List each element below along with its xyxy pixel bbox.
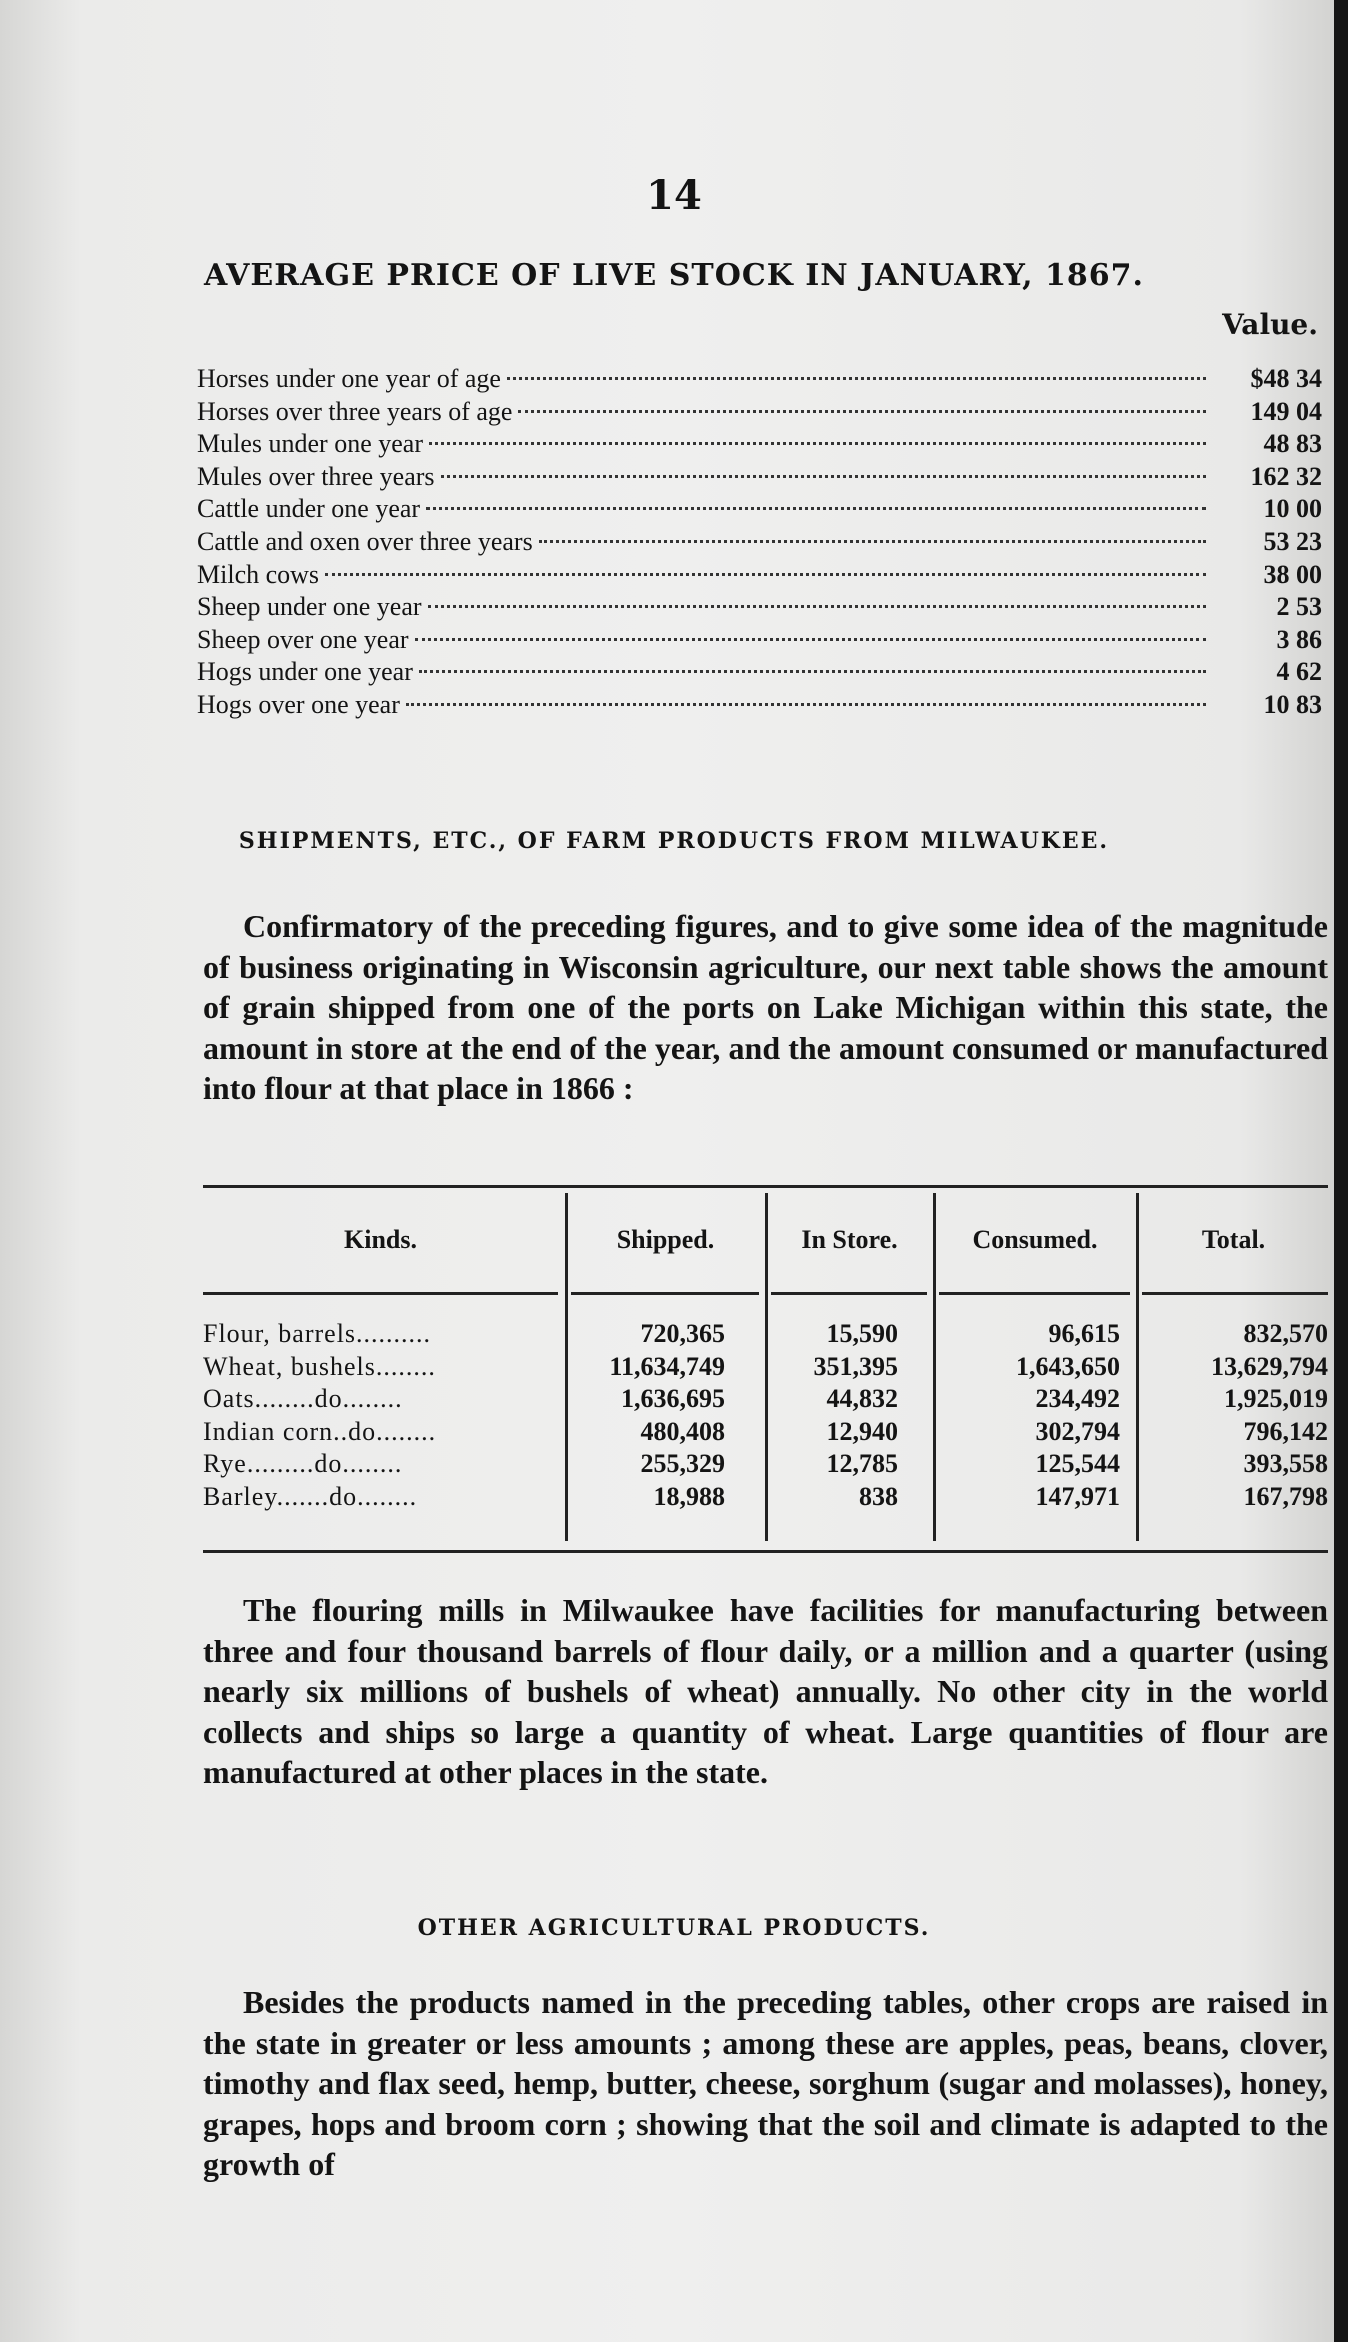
cell-in-store: 12,940: [826, 1416, 898, 1446]
livestock-label: Cattle and oxen over three years: [197, 526, 533, 556]
livestock-row: [197, 364, 1322, 397]
column-header-in-store: In Store.: [801, 1225, 898, 1254]
cell-shipped: 720,365: [640, 1319, 725, 1348]
table-row: [203, 1417, 1328, 1448]
other-products-title: OTHER AGRICULTURAL PRODUCTS.: [417, 1915, 931, 1941]
livestock-value: 10 00: [1263, 494, 1322, 524]
livestock-row: [197, 690, 1322, 723]
dot-leader: [426, 507, 1206, 510]
column-header-consumed: Consumed.: [972, 1225, 1098, 1254]
cell-shipped: 1,636,695: [621, 1384, 725, 1413]
livestock-label: Cattle under one year: [197, 494, 421, 524]
livestock-row: [197, 560, 1322, 593]
cell-kind: Wheat, bushels........: [203, 1351, 436, 1381]
cell-kind: Rye.........do........: [203, 1449, 403, 1478]
livestock-row: [197, 625, 1322, 658]
cell-total: 832,570: [1243, 1319, 1328, 1348]
header-underline: [939, 1292, 1130, 1295]
cell-consumed: 1,643,650: [1016, 1351, 1120, 1381]
table-row: [203, 1352, 1328, 1383]
cell-total: 1,925,019: [1224, 1384, 1328, 1413]
livestock-value: 149 04: [1250, 396, 1322, 426]
livestock-row: [197, 657, 1322, 690]
column-header-shipped: Shipped.: [616, 1225, 715, 1254]
table-row: [203, 1319, 1328, 1350]
livestock-label: Milch cows: [197, 559, 320, 589]
dot-leader: [325, 573, 1206, 576]
livestock-value: 38 00: [1263, 559, 1322, 589]
livestock-label: Horses under one year of age: [197, 364, 501, 393]
value-column-header: Value.: [1222, 308, 1318, 341]
cell-in-store: 351,395: [813, 1351, 898, 1381]
table-row: [203, 1482, 1328, 1513]
livestock-value: 48 83: [1263, 429, 1322, 459]
livestock-label: Sheep under one year: [197, 592, 422, 622]
livestock-value: $48 34: [1250, 364, 1322, 393]
livestock-row: [197, 397, 1322, 430]
cell-total: 796,142: [1243, 1416, 1328, 1446]
cell-total: 167,798: [1243, 1481, 1328, 1511]
cell-total: 393,558: [1243, 1449, 1328, 1478]
cell-shipped: 480,408: [640, 1416, 725, 1446]
cell-shipped: 11,634,749: [609, 1351, 725, 1381]
table-top-rule: [203, 1185, 1328, 1188]
cell-consumed: 125,544: [1035, 1449, 1120, 1478]
cell-shipped: 255,329: [640, 1449, 725, 1478]
header-underline: [571, 1292, 759, 1295]
dot-leader: [419, 670, 1206, 673]
livestock-label: Mules over three years: [197, 461, 435, 491]
dot-leader: [406, 703, 1206, 706]
livestock-row: [197, 429, 1322, 462]
page-edge-shadow: [1334, 0, 1348, 2342]
flour-mills-paragraph: The flouring mills in Milwaukee have facilities for manufacturing between three and four thousand barrels of flour daily, or a million and a quarter (using nearly six millions of bushels of wheat) annually. No other city in the world collects and ships so large a quantity of wheat. Large quantities of flour are manufactured at other places in the state.: [203, 1592, 1328, 1790]
livestock-value: 53 23: [1263, 526, 1322, 556]
livestock-label: Mules under one year: [197, 429, 423, 459]
dot-leader: [415, 638, 1206, 641]
livestock-value: 2 53: [1276, 592, 1322, 622]
dot-leader: [507, 377, 1206, 380]
page-number: 14: [646, 172, 702, 219]
livestock-row: [197, 462, 1322, 495]
livestock-label: Horses over three years of age: [197, 396, 513, 426]
cell-in-store: 15,590: [826, 1319, 898, 1348]
table-row: [203, 1384, 1328, 1415]
livestock-value: 162 32: [1250, 461, 1322, 491]
header-underline: [771, 1292, 927, 1295]
livestock-title: AVERAGE PRICE OF LIVE STOCK IN JANUARY, 1867.: [204, 258, 1144, 293]
cell-consumed: 96,615: [1048, 1319, 1120, 1348]
cell-shipped: 18,988: [653, 1481, 725, 1511]
shipments-intro-paragraph: Confirmatory of the preceding figures, and to give some idea of the magnitude of business originating in Wisconsin agriculture, our next table shows the amount of grain shipped from one of the ports on Lake Michigan within this state, the amount in store at the end of the year, and the amount consumed or manufactured into flour at that place in 1866 :: [203, 908, 1328, 1106]
header-underline: [203, 1292, 558, 1295]
dot-leader: [518, 410, 1206, 413]
livestock-value: 10 83: [1263, 689, 1322, 719]
cell-in-store: 12,785: [826, 1449, 898, 1478]
dot-leader: [428, 605, 1206, 608]
cell-total: 13,629,794: [1211, 1351, 1328, 1381]
livestock-label: Sheep over one year: [197, 624, 409, 654]
table-bottom-rule: [203, 1550, 1328, 1553]
dot-leader: [441, 475, 1206, 478]
column-header-total: Total.: [1201, 1225, 1266, 1254]
livestock-label: Hogs over one year: [197, 689, 400, 719]
livestock-row: [197, 494, 1322, 527]
dot-leader: [539, 540, 1206, 543]
dot-leader: [429, 442, 1206, 445]
cell-kind: Flour, barrels..........: [203, 1319, 432, 1348]
cell-consumed: 147,971: [1035, 1481, 1120, 1511]
table-row: [203, 1449, 1328, 1480]
livestock-value: 4 62: [1276, 657, 1322, 687]
header-underline: [1142, 1292, 1328, 1295]
cell-kind: Barley.......do........: [203, 1481, 418, 1511]
cell-consumed: 302,794: [1035, 1416, 1120, 1446]
cell-in-store: 44,832: [826, 1384, 898, 1413]
cell-kind: Oats........do........: [203, 1384, 403, 1413]
column-header-kinds: Kinds.: [344, 1225, 417, 1254]
shipments-title: SHIPMENTS, ETC., OF FARM PRODUCTS FROM MILWAUKEE.: [238, 828, 1110, 854]
livestock-label: Hogs under one year: [197, 657, 413, 687]
shipments-table: [203, 1185, 1328, 1553]
livestock-row: [197, 592, 1322, 625]
livestock-price-list: [197, 364, 1322, 723]
livestock-value: 3 86: [1276, 624, 1322, 654]
cell-in-store: 838: [859, 1481, 898, 1511]
other-products-paragraph: Besides the products named in the preceding tables, other crops are raised in the state in greater or less amounts ; among these are apples, peas, beans, clover, timothy and flax seed, hemp, butter, cheese, sorghum (sugar and molasses), honey, grapes, hops and broom corn ; showing that the soil and climate is adapted to the growth of: [203, 1984, 1328, 2182]
livestock-row: [197, 527, 1322, 560]
cell-kind: Indian corn..do........: [203, 1416, 437, 1446]
cell-consumed: 234,492: [1035, 1384, 1120, 1413]
